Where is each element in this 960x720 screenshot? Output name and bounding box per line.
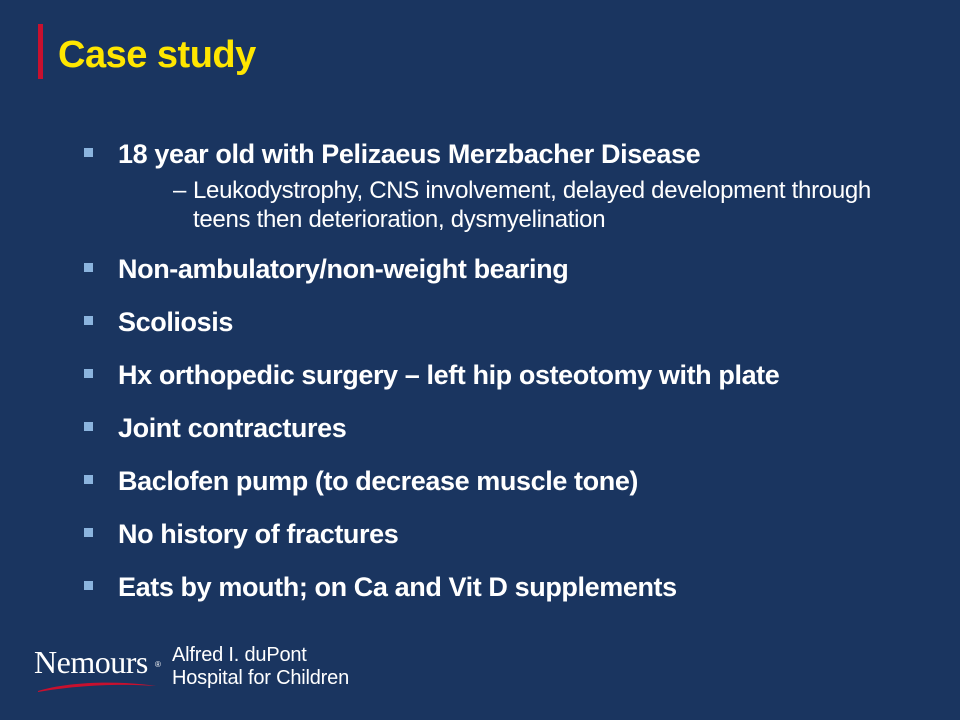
hospital-name-line1: Alfred I. duPont bbox=[172, 644, 307, 666]
bullet-text: 18 year old with Pelizaeus Merzbacher Disease bbox=[118, 139, 701, 169]
bullet-text: Eats by mouth; on Ca and Vit D supplements bbox=[118, 572, 677, 602]
sub-bullet-item bbox=[118, 176, 944, 234]
square-bullet-icon bbox=[84, 528, 93, 537]
hospital-name bbox=[172, 644, 349, 690]
title-accent-bar bbox=[38, 24, 43, 79]
bullet-item bbox=[84, 571, 944, 603]
bullet-text: Hx orthopedic surgery – left hip osteotomy with plate bbox=[118, 360, 780, 390]
slide-title: Case study bbox=[58, 34, 256, 76]
bullet-item bbox=[84, 253, 944, 285]
bullet-text: Scoliosis bbox=[118, 307, 233, 337]
bullet-item bbox=[84, 518, 944, 550]
hospital-name-line2: Hospital for Children bbox=[172, 667, 349, 689]
bullet-list bbox=[84, 138, 944, 624]
square-bullet-icon bbox=[84, 263, 93, 272]
bullet-text: Non-ambulatory/non-weight bearing bbox=[118, 254, 569, 284]
square-bullet-icon bbox=[84, 148, 93, 157]
bullet-text: Joint contractures bbox=[118, 413, 347, 443]
square-bullet-icon bbox=[84, 475, 93, 484]
bullet-item bbox=[84, 412, 944, 444]
square-bullet-icon bbox=[84, 369, 93, 378]
bullet-text: Baclofen pump (to decrease muscle tone) bbox=[118, 466, 639, 496]
sub-bullet-text: Leukodystrophy, CNS involvement, delayed development through teens then deterioration, dysmyelination bbox=[193, 177, 871, 233]
bullet-item bbox=[84, 306, 944, 338]
bullet-item bbox=[84, 359, 944, 391]
square-bullet-icon bbox=[84, 316, 93, 325]
swoosh-icon bbox=[36, 680, 158, 694]
bullet-text: No history of fractures bbox=[118, 519, 399, 549]
nemours-logo bbox=[34, 642, 349, 702]
dash-bullet-icon: – bbox=[173, 177, 187, 204]
bullet-item bbox=[84, 138, 944, 234]
bullet-item bbox=[84, 465, 944, 497]
square-bullet-icon bbox=[84, 422, 93, 431]
square-bullet-icon bbox=[84, 581, 93, 590]
logo-wordmark: Nemours bbox=[34, 644, 148, 680]
registered-mark: ® bbox=[155, 660, 161, 669]
